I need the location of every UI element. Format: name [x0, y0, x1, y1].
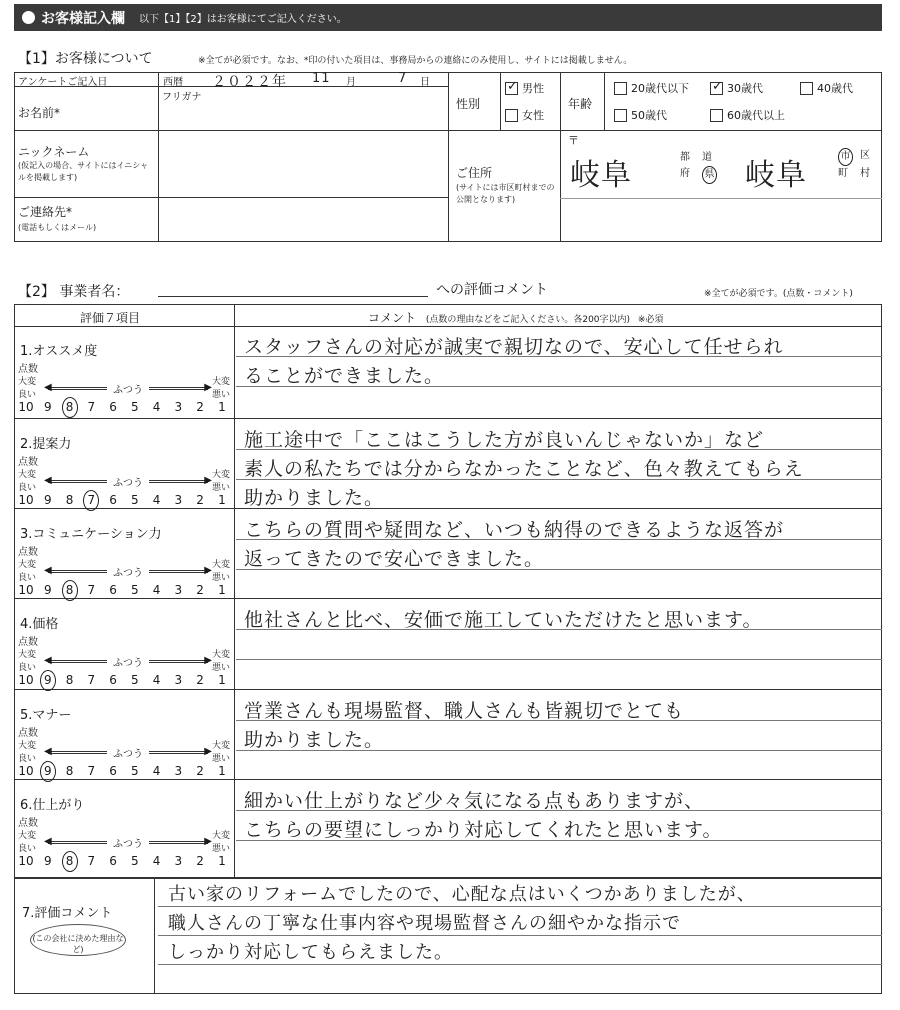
- criteria-name: 3.コミュニケーション力: [20, 527, 162, 542]
- contact-note: (電話もしくはメール): [18, 223, 97, 232]
- survey-date-label: アンケートご記入日: [18, 77, 108, 88]
- final-comment-line[interactable]: 古い家のリフォームでしたので、心配な点はいくつかありましたが、: [168, 884, 756, 905]
- score-option[interactable]: 3: [174, 673, 183, 687]
- city-value[interactable]: 岐阜: [745, 158, 807, 193]
- checkbox-checked-icon[interactable]: [505, 82, 518, 95]
- prefecture-suffixes: 都 道 府 県: [680, 150, 724, 184]
- score-option[interactable]: 1: [218, 764, 226, 778]
- era-label: 西暦: [163, 77, 183, 88]
- score-option[interactable]: 2: [196, 673, 204, 687]
- criteria-name: 5.マナー: [20, 708, 72, 723]
- comment-line[interactable]: 細かい仕上がりなど少々気になる点もありますが、: [244, 790, 705, 812]
- name-field[interactable]: [162, 100, 442, 126]
- score-option[interactable]: 5: [131, 493, 139, 507]
- score-option[interactable]: 7: [87, 400, 96, 414]
- form-banner: [14, 4, 882, 31]
- survey-day[interactable]: 7: [398, 71, 408, 86]
- scale-middle-label: ふつう: [113, 839, 143, 850]
- score-option[interactable]: 9: [43, 400, 52, 414]
- scale-best-label: 大変 良い: [18, 470, 37, 493]
- scale-arrow-icon: ◀ ふつう ▶: [44, 565, 212, 579]
- comment-line[interactable]: 助かりました。: [244, 729, 385, 751]
- score-selected[interactable]: 9: [40, 673, 56, 687]
- score-option[interactable]: 8: [65, 493, 74, 507]
- ruled-line: [158, 935, 882, 936]
- score-option[interactable]: 9: [43, 583, 52, 597]
- section2-heading: 【2】 事業者名：: [18, 284, 130, 300]
- nickname-field[interactable]: [162, 134, 442, 194]
- banner-subtitle: 以下【1】【2】はお客様にてご記入ください。: [139, 14, 347, 25]
- score-selected[interactable]: 8: [62, 854, 78, 868]
- city-suffixes: 市 区 町 村: [838, 150, 870, 179]
- score-option[interactable]: 10: [18, 400, 34, 414]
- final-comment-note: (この会社に決めた理由など): [30, 924, 126, 956]
- age-option-40s[interactable]: 40歳代: [800, 80, 853, 96]
- score-option[interactable]: 1: [218, 583, 226, 597]
- score-option[interactable]: 10: [18, 493, 34, 507]
- score-option[interactable]: 3: [174, 493, 183, 507]
- final-comment-line[interactable]: 職人さんの丁寧な仕事内容や現場監督さんの細やかな指示で: [168, 913, 681, 934]
- score-option[interactable]: 1: [218, 493, 226, 507]
- survey-month[interactable]: 11: [312, 71, 331, 86]
- score-option[interactable]: 7: [87, 673, 96, 687]
- score-option[interactable]: 2: [196, 400, 204, 414]
- age-label: 年齢: [568, 97, 593, 111]
- score-option[interactable]: 4: [152, 493, 161, 507]
- comment-line[interactable]: こちらの要望にしっかり対応してくれたと思います。: [244, 819, 723, 841]
- points-label: 点数: [18, 728, 38, 739]
- score-option[interactable]: 2: [196, 854, 204, 868]
- score-option[interactable]: 5: [131, 583, 139, 597]
- month-unit: 月: [346, 77, 356, 88]
- score-option[interactable]: 6: [109, 673, 117, 687]
- score-option[interactable]: 4: [152, 764, 161, 778]
- comment-line[interactable]: 施工途中で「ここはこうした方が良いんじゃないか」など: [244, 429, 765, 451]
- score-option[interactable]: 1: [218, 673, 226, 687]
- score-option[interactable]: 3: [174, 854, 183, 868]
- score-option[interactable]: 5: [131, 673, 139, 687]
- bullet-icon: [22, 11, 35, 24]
- address-label: ご住所: [456, 166, 493, 180]
- score-option[interactable]: 4: [152, 400, 161, 414]
- scale-middle-label: ふつう: [113, 568, 143, 579]
- score-option[interactable]: 10: [18, 583, 34, 597]
- score-scale: [14, 854, 234, 868]
- score-option[interactable]: 3: [174, 400, 183, 414]
- score-option[interactable]: 9: [43, 493, 52, 507]
- banner-title: お客様記入欄: [41, 10, 125, 27]
- city-circled-mark: 市: [838, 148, 853, 166]
- checkbox-icon[interactable]: [614, 82, 627, 95]
- survey-year[interactable]: ２０２２年: [212, 74, 287, 90]
- scale-worst-label: 大変 悪い: [212, 470, 231, 493]
- section1-heading: 【1】お客様について: [18, 51, 153, 67]
- score-option[interactable]: 4: [152, 583, 161, 597]
- criteria-column-header: 評価７項目: [80, 311, 141, 325]
- score-option[interactable]: 2: [196, 764, 204, 778]
- score-option[interactable]: 6: [109, 764, 117, 778]
- comment-line[interactable]: 助かりました。: [244, 487, 385, 509]
- age-option-50s[interactable]: 50歳代: [614, 107, 667, 123]
- nickname-note: (仮記入の場合、サイトにはイニシャルを掲載します): [18, 161, 149, 182]
- score-option[interactable]: 8: [65, 764, 74, 778]
- score-option[interactable]: 2: [196, 493, 204, 507]
- scale-best-label: 大変 良い: [18, 377, 37, 400]
- score-option[interactable]: 4: [152, 673, 161, 687]
- scale-middle-label: ふつう: [113, 658, 143, 669]
- scale-best-label: 大変 良い: [18, 741, 37, 764]
- criteria-name: 1.オススメ度: [20, 344, 98, 359]
- score-option[interactable]: 2: [196, 583, 204, 597]
- comment-line[interactable]: ることができました。: [244, 365, 445, 387]
- ruled-line: [158, 964, 882, 965]
- scale-best-label: 大変 良い: [18, 650, 37, 673]
- score-option[interactable]: 7: [87, 854, 96, 868]
- nickname-label: ニックネーム: [18, 145, 90, 159]
- age-option-30s[interactable]: ✓ 30歳代: [710, 80, 763, 96]
- comment-line[interactable]: こちらの質問や疑問など、いつも納得のできるような返答が: [244, 519, 785, 541]
- score-option[interactable]: 6: [109, 854, 117, 868]
- score-option[interactable]: 8: [65, 673, 74, 687]
- scale-worst-label: 大変 悪い: [212, 741, 231, 764]
- comment-line[interactable]: 営業さんも現場監督、職人さんも皆親切でとても: [244, 700, 685, 722]
- score-selected[interactable]: 8: [62, 583, 78, 597]
- checkbox-icon[interactable]: [505, 109, 518, 122]
- furigana-label: フリガナ: [162, 92, 202, 103]
- checkbox-icon[interactable]: [710, 109, 723, 122]
- gender-label: 性別: [456, 97, 481, 111]
- score-selected[interactable]: 7: [83, 493, 99, 507]
- scale-worst-label: 大変 悪い: [212, 377, 231, 400]
- address-note: (サイトには市区町村までの公開となります): [456, 183, 555, 204]
- prefecture-value[interactable]: 岐阜: [570, 158, 632, 193]
- score-selected[interactable]: 8: [62, 400, 78, 414]
- points-label: 点数: [18, 547, 38, 558]
- prefecture-circled-mark: 県: [702, 166, 717, 184]
- scale-best-label: 大変 良い: [18, 831, 37, 854]
- score-option[interactable]: 5: [131, 764, 139, 778]
- scale-arrow-icon: ◀ ふつう ▶: [44, 746, 212, 760]
- comment-line[interactable]: 返ってきたので安心できました。: [244, 548, 545, 570]
- score-option[interactable]: 1: [218, 400, 226, 414]
- comment-column-header: コメント (点数の理由などをご記入ください。各200字以内) ※必須: [368, 311, 664, 325]
- final-comment-line[interactable]: しっかり対応してもらえました。: [168, 942, 453, 963]
- criteria-name: 4.価格: [20, 617, 59, 632]
- section2-note: ※全てが必須です。(点数・コメント): [704, 289, 853, 299]
- checkbox-icon[interactable]: [800, 82, 813, 95]
- ruled-line: [158, 906, 882, 907]
- score-option[interactable]: 10: [18, 764, 34, 778]
- scale-worst-label: 大変 悪い: [212, 831, 231, 854]
- scale-best-label: 大変 良い: [18, 560, 37, 583]
- points-label: 点数: [18, 637, 38, 648]
- criteria-name: 2.提案力: [20, 437, 72, 452]
- score-scale: [14, 493, 234, 507]
- checkbox-icon[interactable]: [614, 109, 627, 122]
- score-selected[interactable]: 9: [40, 764, 56, 778]
- scale-arrow-icon: ◀ ふつう ▶: [44, 836, 212, 850]
- score-option[interactable]: 1: [218, 854, 226, 868]
- checkbox-checked-icon[interactable]: [710, 82, 723, 95]
- score-option[interactable]: 7: [87, 764, 96, 778]
- section2-heading-suffix: への評価コメント: [436, 282, 548, 298]
- score-option[interactable]: 5: [131, 854, 139, 868]
- scale-middle-label: ふつう: [113, 385, 143, 396]
- comment-line[interactable]: スタッフさんの対応が誠実で親切なので、安心して任せられ: [244, 336, 784, 358]
- points-label: 点数: [18, 364, 38, 375]
- age-option-20s[interactable]: 20歳代以下: [614, 80, 689, 96]
- score-option[interactable]: 4: [152, 854, 161, 868]
- scale-arrow-icon: ◀ ふつう ▶: [44, 655, 212, 669]
- score-scale: [14, 673, 234, 687]
- company-name-underline[interactable]: [158, 296, 428, 297]
- points-label: 点数: [18, 457, 38, 468]
- score-option[interactable]: 7: [87, 583, 96, 597]
- score-scale: [14, 764, 234, 778]
- score-option[interactable]: 9: [43, 854, 52, 868]
- gender-option-female[interactable]: 女性: [505, 107, 544, 123]
- score-option[interactable]: 10: [18, 673, 34, 687]
- score-option[interactable]: 3: [174, 764, 183, 778]
- section1-note: ※全てが必須です。なお、*印の付いた項目は、事務局からの連絡にのみ使用し、サイトには掲載しません。: [198, 56, 633, 66]
- comment-line[interactable]: 素人の私たちでは分からなかったことなど、色々教えてもらえ: [244, 458, 804, 480]
- contact-label: ご連絡先*: [18, 205, 73, 219]
- score-option[interactable]: 10: [18, 854, 34, 868]
- score-scale: [14, 583, 234, 597]
- scale-worst-label: 大変 悪い: [212, 650, 231, 673]
- comment-line[interactable]: 他社さんと比べ、安価で施工していただけたと思います。: [244, 609, 763, 631]
- score-option[interactable]: 3: [174, 583, 183, 597]
- scale-arrow-icon: ◀ ふつう ▶: [44, 475, 212, 489]
- scale-middle-label: ふつう: [113, 478, 143, 489]
- scale-arrow-icon: ◀ ふつう ▶: [44, 382, 212, 396]
- score-option[interactable]: 6: [109, 493, 117, 507]
- score-option[interactable]: 6: [109, 583, 117, 597]
- final-comment-label: 7.評価コメント: [22, 906, 113, 921]
- score-scale: [14, 400, 234, 414]
- scale-worst-label: 大変 悪い: [212, 560, 231, 583]
- name-label: お名前*: [18, 106, 61, 120]
- postal-mark: 〒: [568, 134, 579, 147]
- gender-option-male[interactable]: ✓ 男性: [505, 80, 544, 96]
- ruled-line: [236, 659, 882, 660]
- score-option[interactable]: 5: [131, 400, 139, 414]
- scale-middle-label: ふつう: [113, 749, 143, 760]
- contact-field[interactable]: [162, 200, 442, 238]
- age-option-60s[interactable]: 60歳代以上: [710, 107, 785, 123]
- day-unit: 日: [420, 77, 430, 88]
- criteria-name: 6.仕上がり: [20, 798, 85, 813]
- points-label: 点数: [18, 818, 38, 829]
- score-option[interactable]: 6: [109, 400, 117, 414]
